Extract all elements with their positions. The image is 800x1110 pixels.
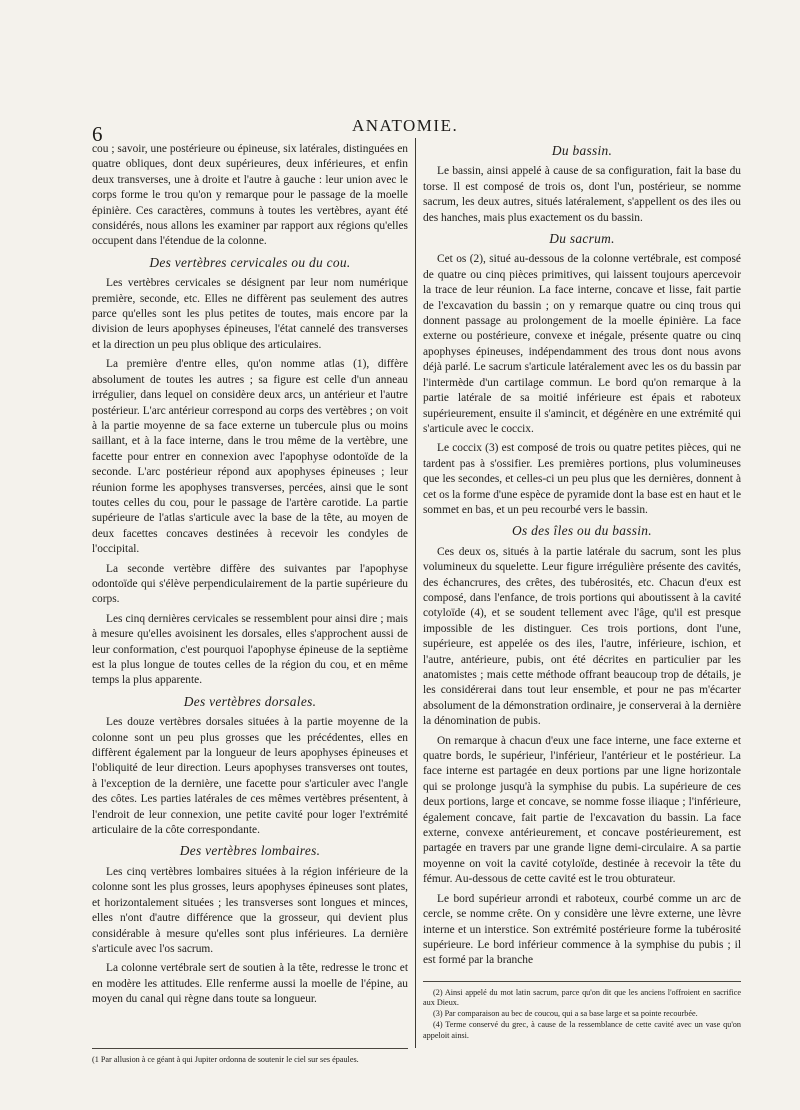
body-paragraph: Les cinq vertèbres lombaires situées à la région inférieure de la colonne sont les plus grosses, leurs apophyses épineuses sont plates, et horizontalement situées ; les transverses sont longues et minces, elles n'ont d'autre différence que la grosseur, qui devient plus considérable à mesure qu'elles sont plus inférieures. La dernière s'articule avec l'os sacrum. [92,865,408,955]
body-paragraph: Le bassin, ainsi appelé à cause de sa configuration, fait la base du torse. Il est composé de trois os, dont l'un, postérieur, se nomme sacrum, les deux autres, situés latéralement, s'appellent os des iles ou des hanches, mais plus exactement os du bassin. [423,165,741,224]
body-paragraph: La colonne vertébrale sert de soutien à la tête, redresse le tronc et en modère les attitudes. Elle renferme aussi la moelle de l'épine, au moyen du canal qui règne dans toute sa longueur. [92,962,408,1006]
body-paragraph: Le coccix (3) est composé de trois ou quatre petites pièces, qui ne tardent pas à s'ossifier. Les premières portions, plus volumineuses que les secondes, et celles-ci un peu plus que les dernières, donnent à cet os la forme d'une espèce de pyramide dont la base est en haut et le sommet en bas, et un peu recourbé vers le bassin. [423,442,742,516]
footnote-1: (1 Par allusion à ce géant à qui Jupiter ordonna de soutenir le ciel sur ses épaules. [92,1055,359,1064]
body-paragraph: Les vertèbres cervicales se désignent par leur nom numérique première, seconde, etc. Elles ne diffèrent pas seulement des autres parce qu'elles sont les plus petites de toutes, mais encore par la division de leurs apophyses épineuses, l'état cannelé des transverses et la direction un peu plus oblique des articulaires. [92,277,408,351]
left-column [92,142,408,1012]
right-column [423,138,741,1042]
footnote-3: (3) Par comparaison au bec de coucou, qui a sa base large et sa pointe recourbée. [433,1009,698,1019]
body-paragraph: La première d'entre elles, qu'on nomme atlas (1), diffère absolument de toutes les autres ; sa figure est celle d'un anneau irrégulier, dans lequel on considère deux arcs, un antérieur et l'autre postérieur. L'arc antérieur correspond au corps des vertèbres ; on voit à la partie moyenne de sa face externe un tubercule plus ou moins saillant, et à la face interne, dans le trou même de la vertèbre, une facette pour entrer en connexion avec l'apophyse odontoïde de la seconde. L'arc postérieur répond aux apophyses épineuses ; leur réunion forme les apophyses transverses, percées, ainsi que le sont toutes celles du cou, pour le passage de l'artère carotide. La partie supérieure de l'atlas s'articule avec la base de la tête, au moyen de deux facettes concaves destinées à recevoir les condyles de l'occipital. [92,358,408,556]
section-heading: Du bassin. [551,143,613,158]
body-paragraph: La seconde vertèbre diffère des suivantes par l'apophyse odontoïde qui s'élève perpendiculairement de la partie supérieure du corps. [92,562,408,606]
footnote-left [92,1048,408,1065]
body-paragraph: cou ; savoir, une postérieure ou épineuse, six latérales, distinguées en quatre obliques, dont deux supérieures, deux inférieures, et enfin deux transverses, une à droite et l'autre à gauche : leur union avec le corps forme le trou qu'on y remarque pour le passage de la moelle épinière. Ces caractères, communs à toutes les vertèbres, ayant été considérés, nous allons les examiner par rapport aux régions qu'elles occupent dans l'étendue de la colonne. [92,143,408,248]
body-paragraph: Cet os (2), situé au-dessous de la colonne vertébrale, est composé de quatre ou cinq pièces primitives, qui laissent toujours apercevoir la trace de leur réunion. La face interne, concave et lisse, fait partie de l'excavation du bassin ; on y remarque quatre ou cinq trous qui donnent passage au prolongement de la moelle épinière. La face externe ou postérieure, convexe et inégale, présente quatre ou cinq apophyses épineuses, indépendamment des trous dont nous avons déjà parlé. Le sacrum s'articule latéralement avec les os du bassin par l'intermède d'un cartilage commun. Le bord qu'on remarque à la partie latérale de sa moitié inférieure est épais et raboteux supérieurement, ensuite il s'amincit, et dégénère en une extrémité qui s'articule avec le coccix. [423,253,741,435]
body-paragraph: Les cinq dernières cervicales se ressemblent pour ainsi dire ; mais à mesure qu'elles avoisinent les dorsales, elles s'approchent aussi de leur conformation, c'est pourquoi l'apophyse épineuse de la septième est la plus longue de toutes celles de la région du cou, et en même temps la plus apparente. [92,612,408,687]
section-heading: Du sacrum. [549,231,615,247]
section-heading: Os des îles ou du bassin. [512,523,652,539]
footnote-2: (2) Ainsi appelé du mot latin sacrum, parce qu'on dit que les anciens l'offroient en sacrifice aux Dieux. [423,987,741,1007]
page-title: ANATOMIE. [352,116,459,135]
column-divider [415,138,416,1048]
body-paragraph: On remarque à chacun d'eux une face interne, une face externe et quatre bords, le supérieur, l'inférieur, l'antérieur et le postérieur. La face interne est partagée en deux portions par une ligne horizontale qui se prolonge jusqu'à la symphise du pubis. La supérieure de ces deux portions, large et concave, se nomme fosse iliaque ; l'inférieure, également concave, fait partie de l'excavation du bassin. La face externe, convexe antérieurement, et concave postérieurement, est partagée en travers par une grande ligne demi-circulaire. A sa partie moyenne on voit la cavité cotyloïde, destinée à recevoir la tête du fémur. Au-dessous de cette cavité est le trou obturateur. [423,734,741,886]
page-number: 6 [92,122,103,146]
section-heading: Des vertèbres cervicales ou du cou. [149,254,351,270]
footnote-4: (4) Terme conservé du grec, à cause de la ressemblance de cette cavité avec un vase qu'on appeloit ainsi. [423,1020,741,1040]
body-paragraph: Ces deux os, situés à la partie latérale du sacrum, sont les plus volumineux du squelette. Leur figure irrégulière présente des cavités, des échancrures, des crêtes, des tubérosités, etc. Chacun d'eux est composé, dans l'enfance, de trois portions qui aboutissent à la cavité cotyloïde (4), et se soudent tellement avec l'âge, qu'il est presque impossible de les distinguer. Ces trois portions, dont l'une, supérieure, est appelée os des iles, l'autre, inférieure, ischion, et l'autre, antérieure, pubis, ont été décrites en particulier par les anatomistes ; mais cette méthode offrant beaucoup trop de détails, je les considérerai dans tout leur ensemble, et pour ne pas m'écarter absolument de la démonstration ordinaire, je conserverai à la dernière la dénomination de pubis. [423,545,741,728]
body-paragraph: Le bord supérieur arrondi et raboteux, courbé comme un arc de cercle, se nomme crête. On y considère une lèvre externe, une lèvre interne et un interstice. Son extrémité postérieure forme la tubérosité supérieure. Le bord inférieur commence à la symphise du pubis ; il est formé par la branche [423,892,741,967]
section-heading: Des vertèbres dorsales. [183,693,317,709]
body-paragraph: Les douze vertèbres dorsales situées à la partie moyenne de la colonne sont un peu plus grosses que les précédentes, elles en diffèrent également par la longueur de leurs apophyses épineuses et l'obliquité de leur direction. Leurs apophyses transverses ont toutes, à l'exception de la dernière, une facette pour s'articuler avec l'angle des côtes. Les parties latérales de ces mêmes vertèbres présentent, à l'endroit de leur connexion, une petite cavité pour loger l'extrémité articulaire de la côte correspondante. [92,716,408,837]
section-heading: Des vertèbres lombaires. [179,843,321,859]
footnotes-right [423,981,741,1041]
